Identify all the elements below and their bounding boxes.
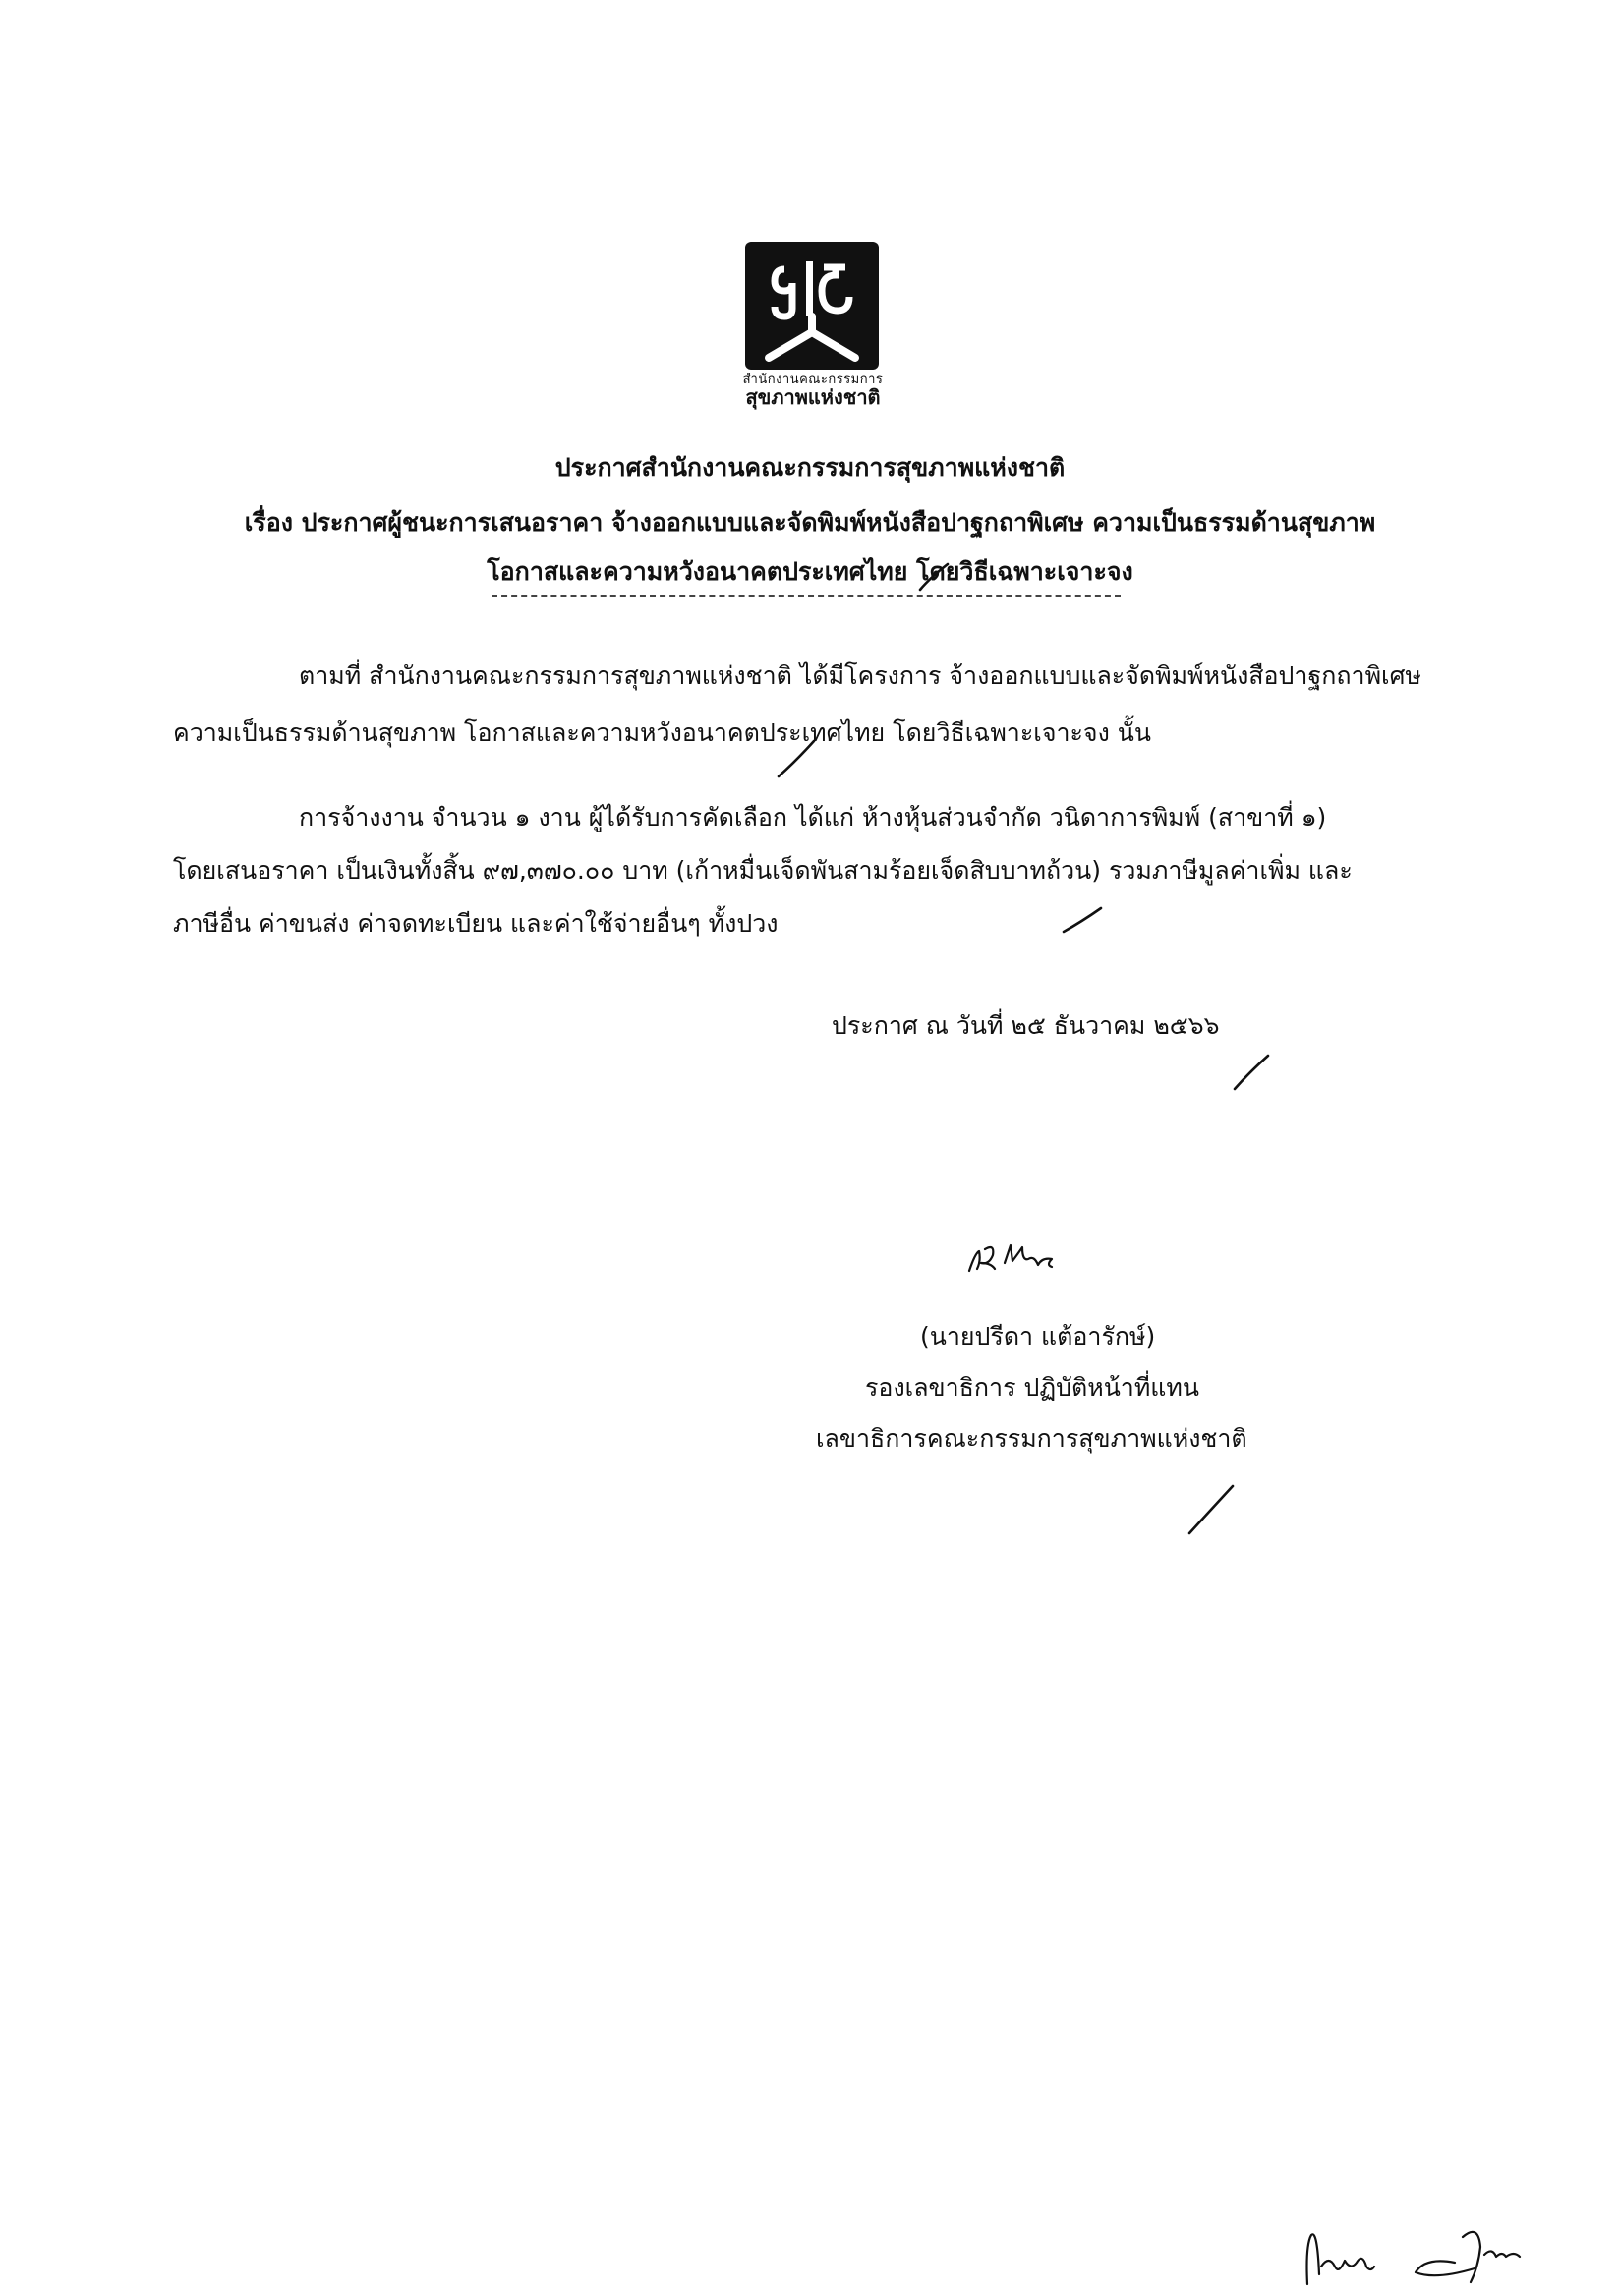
para2-line3: ภาษีอื่น ค่าขนส่ง ค่าจดทะเบียน และค่าใช้จ่ายอื่นๆ ทั้งปวง — [173, 909, 779, 938]
check-mark-icon — [779, 741, 814, 776]
signatory-organization: เลขาธิการคณะกรรมการสุขภาพแห่งชาติ — [816, 1424, 1247, 1453]
para1-line2: ความเป็นธรรมด้านสุขภาพ โอกาสและความหวังอนาคตประเทศไทย โดยวิธีเฉพาะเจาะจง นั้น — [173, 718, 1151, 747]
para2-line2: โดยเสนอราคา เป็นเงินทั้งสิ้น ๙๗,๓๗๐.๐๐ บาท (เก้าหมื่นเจ็ดพันสามร้อยเจ็ดสิบบาทถ้วน) รวมภาษีมูลค่าเพิ่ม และ — [173, 856, 1353, 885]
announcement-subject-cont: โอกาสและความหวังอนาคตประเทศไทย โดยวิธีเฉพาะเจาะจง — [487, 557, 1133, 586]
signatory-name: (นายปรีดา แต้อารักษ์) — [920, 1322, 1156, 1350]
para2-line1: การจ้างงาน จำนวน ๑ งาน ผู้ได้รับการคัดเลือก ได้แก่ ห้างหุ้นส่วนจำกัด วนิดาการพิมพ์ (สาขาที่ ๑) — [299, 803, 1327, 832]
logo-caption-line1: สำนักงานคณะกรรมการ — [742, 373, 884, 387]
para1-line1: ตามที่ สำนักงานคณะกรรมการสุขภาพแห่งชาติ ได้มีโครงการ จ้างออกแบบและจัดพิมพ์หนังสือปาฐกถาพิเศษ — [299, 661, 1421, 690]
check-mark-icon — [1235, 1056, 1268, 1089]
announcement-title: ประกาศสำนักงานคณะกรรมการสุขภาพแห่งชาติ — [554, 453, 1066, 482]
check-mark-icon — [1189, 1486, 1233, 1533]
announcement-date: ประกาศ ณ วันที่ ๒๕ ธันวาคม ๒๕๖๖ — [832, 1011, 1220, 1040]
logo-caption-line2: สุขภาพแห่งชาติ — [745, 384, 881, 409]
initials-signature — [1298, 2217, 1612, 2292]
check-mark-icon — [920, 564, 948, 590]
check-mark-icon — [1064, 908, 1101, 932]
signatory-title: รองเลขาธิการ ปฏิบัติหน้าที่แทน — [865, 1373, 1199, 1402]
announcement-subject: เรื่อง ประกาศผู้ชนะการเสนอราคา จ้างออกแบบและจัดพิมพ์หนังสือปาฐกถาพิเศษ ความเป็นธรรมด้านสุขภาพ — [244, 508, 1376, 537]
